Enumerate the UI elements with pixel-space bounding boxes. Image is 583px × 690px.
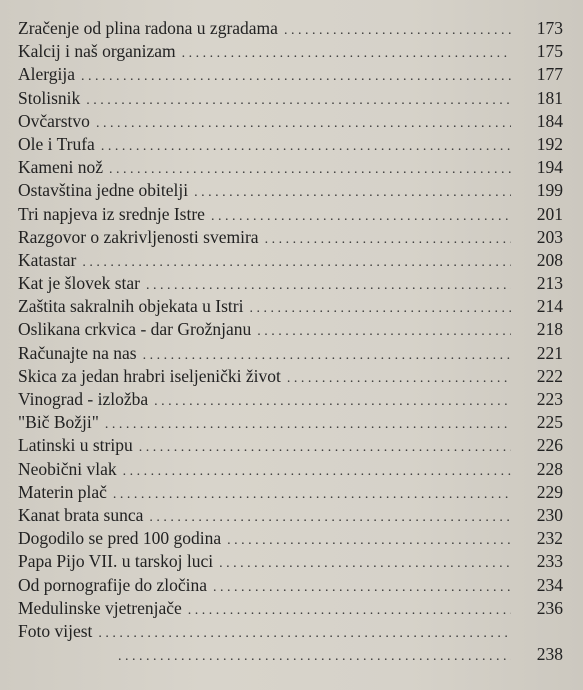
toc-entry-title: Neobični vlak (18, 458, 117, 479)
toc-entry (18, 133, 563, 156)
toc-entry (18, 203, 563, 226)
toc-entry-page-number: 230 (536, 504, 563, 525)
toc-entry-page-number: 175 (536, 41, 563, 62)
toc-entry-page-number: 232 (536, 528, 563, 549)
toc-entry (18, 342, 563, 365)
dot-leader (211, 205, 511, 228)
toc-entry (18, 550, 563, 573)
toc-entry-title: "Bič Božji" (18, 412, 99, 433)
dot-leader (146, 274, 511, 297)
toc-entry-page-number: 222 (536, 365, 563, 386)
toc-entry-title: Papa Pijo VII. u tarskoj luci (18, 551, 214, 572)
toc-entry (18, 643, 563, 666)
toc-entry-title: Od pornografije do zločina (18, 574, 208, 595)
dot-leader (143, 344, 511, 367)
dot-leader (219, 552, 511, 575)
toc-entry-page-number: 199 (536, 180, 563, 201)
dot-leader (82, 251, 511, 274)
dot-leader (113, 483, 511, 506)
toc-entry-title: Tri napjeva iz srednje Istre (18, 203, 205, 224)
dot-leader (149, 506, 511, 529)
toc-entry-title: Oslikana crkvica - dar Grožnjanu (18, 319, 252, 340)
dot-leader (287, 367, 511, 390)
toc-entry-title: Kat je šlovek star (18, 273, 140, 294)
toc-entry-page-number: 238 (536, 644, 563, 665)
toc-entry-page-number: 184 (536, 110, 563, 131)
toc-entry (18, 365, 563, 388)
toc-entry-title: Materin plač (18, 481, 107, 502)
dot-leader (213, 576, 511, 599)
toc-entry-page-number: 201 (536, 203, 563, 224)
toc-entry-page-number: 173 (536, 18, 563, 38)
toc-entry-title: Vinograd - izložba (18, 389, 149, 409)
toc-entry-title: Kameni nož (18, 157, 104, 178)
toc-entry-page-number: 233 (536, 551, 563, 572)
toc-entry-page-number: 213 (536, 273, 563, 294)
dot-leader (257, 320, 511, 343)
toc-entry-title: Zaštita sakralnih objekata u Istri (18, 296, 244, 317)
dot-leader (96, 112, 511, 135)
dot-leader (139, 436, 511, 459)
dot-leader (98, 622, 511, 645)
toc-entry-page-number: 181 (536, 87, 563, 108)
toc-entry (18, 411, 563, 434)
toc-entry-title: Katastar (18, 249, 77, 270)
toc-entry (18, 110, 563, 133)
dot-leader (227, 529, 511, 552)
dot-leader (105, 413, 511, 436)
toc-entry-page-number: 234 (536, 574, 563, 595)
toc-entry-title: Kalcij i naš organizam (18, 41, 176, 62)
toc-entry-page-number: 221 (536, 342, 563, 363)
toc-entry-page-number: 214 (536, 296, 563, 317)
toc-entry-title: Dogodilo se pred 100 godina (18, 528, 222, 549)
toc-entry-page-number: 226 (536, 435, 563, 456)
dot-leader (284, 19, 511, 42)
toc-entry (18, 434, 563, 457)
dot-leader (101, 135, 511, 158)
dot-leader (154, 390, 511, 413)
toc-entry-title: Alergija (18, 64, 76, 85)
dot-leader (194, 181, 511, 204)
dot-leader (118, 645, 511, 668)
toc-entry (18, 156, 563, 179)
toc-entry (18, 504, 563, 527)
dot-leader (188, 599, 511, 622)
dot-leader (265, 228, 511, 251)
toc-entry-page-number: 229 (536, 481, 563, 502)
toc-entry (18, 40, 563, 63)
toc-entry-title: Ole i Trufa (18, 133, 95, 154)
toc-entry (18, 179, 563, 202)
toc-entry-page-number: 223 (536, 389, 563, 409)
toc-entry-title: Kanat brata sunca (18, 504, 144, 525)
dot-leader (249, 297, 511, 320)
toc-entry (18, 249, 563, 272)
toc-entry (18, 295, 563, 318)
dot-leader (123, 460, 511, 483)
toc-entry-page-number: 192 (536, 133, 563, 154)
dot-leader (182, 42, 511, 65)
toc-entry (18, 63, 563, 86)
toc-entry-title: Ovčarstvo (18, 110, 90, 131)
toc-entry-title: Ostavština jedne obitelji (18, 180, 189, 201)
toc-entry-page-number: 194 (536, 157, 563, 178)
toc-entry (18, 574, 563, 597)
toc-entry (18, 87, 563, 110)
toc-entry (18, 17, 563, 40)
toc-entry-title: Latinski u stripu (18, 435, 133, 456)
toc-entry (18, 597, 563, 620)
toc-entry-title: Razgovor o zakrivljenosti svemira (18, 226, 259, 247)
dot-leader (86, 89, 511, 112)
toc-entry-page-number: 228 (536, 458, 563, 479)
toc-entry (18, 458, 563, 481)
toc-entry-page-number: 208 (536, 249, 563, 270)
toc-entry-page-number: 218 (536, 319, 563, 340)
toc-entry-title: Medulinske vjetrenjače (18, 597, 182, 618)
dot-leader (109, 158, 511, 181)
toc-entry (18, 481, 563, 504)
toc-entry-title: Foto vijest (18, 620, 93, 641)
toc-entry-page-number: 203 (536, 226, 563, 247)
toc-entry (18, 272, 563, 295)
toc-entry-page-number: 177 (536, 64, 563, 85)
toc-entry-title: Računajte na nas (18, 342, 137, 363)
toc-entry (18, 527, 563, 550)
toc-entry (18, 318, 563, 341)
dot-leader (81, 65, 511, 88)
table-of-contents (18, 17, 563, 666)
toc-entry-page-number: 236 (536, 597, 563, 618)
toc-entry-title: Zračenje od plina radona u zgradama (18, 18, 278, 38)
toc-entry-title: Skica za jedan hrabri iseljenički život (18, 365, 281, 386)
toc-entry-title: Stolisnik (18, 87, 81, 108)
toc-entry (18, 620, 563, 643)
toc-entry (18, 388, 563, 411)
toc-entry (18, 226, 563, 249)
toc-entry-page-number: 225 (536, 412, 563, 433)
